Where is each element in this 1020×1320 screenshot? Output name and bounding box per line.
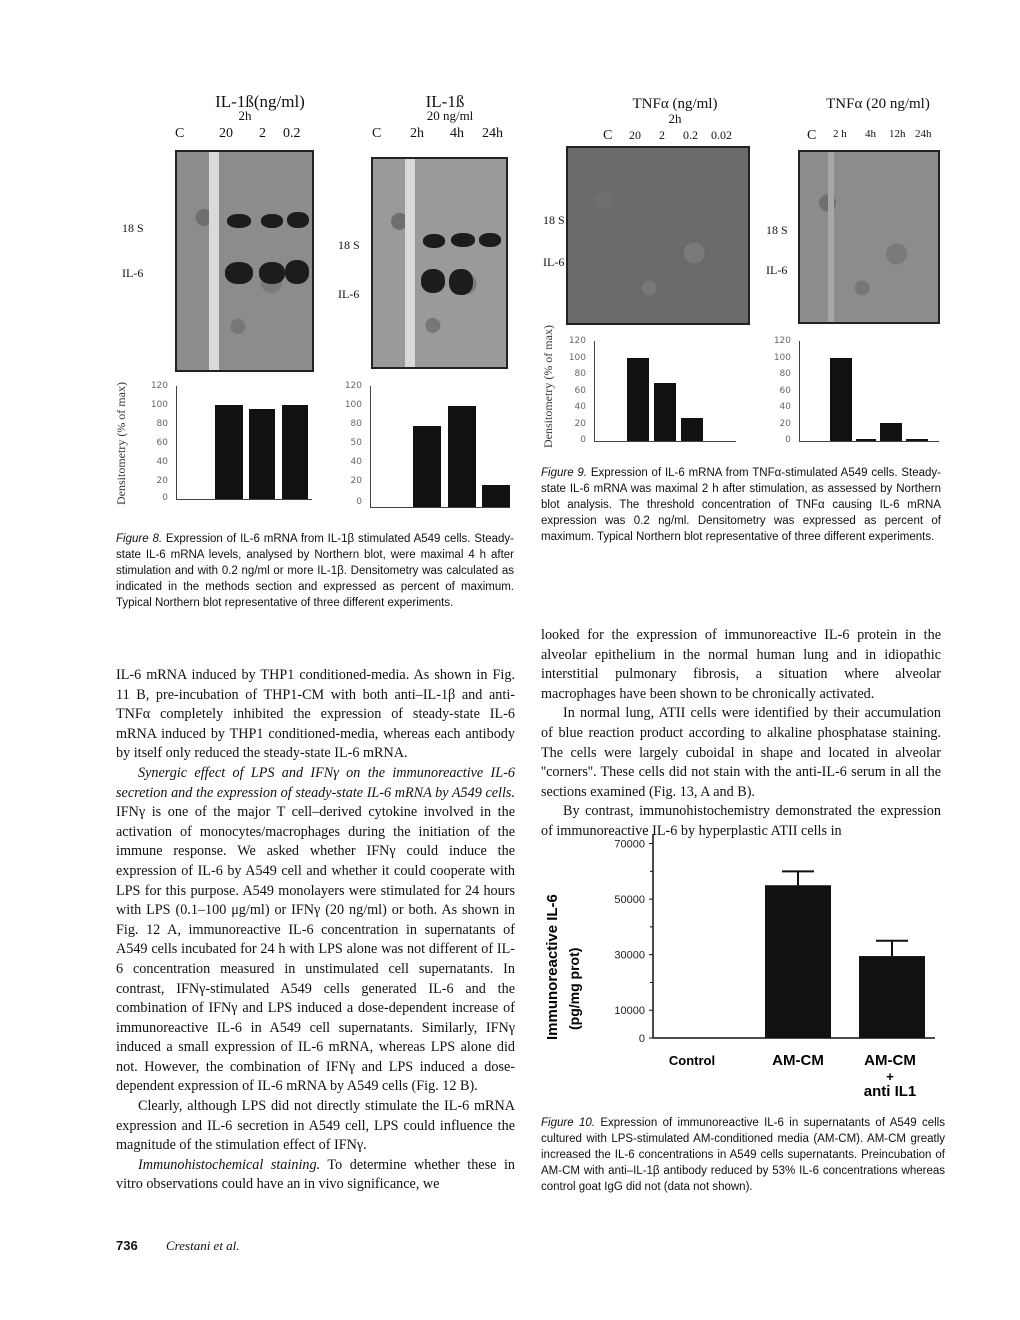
fig9-blot-1 bbox=[566, 146, 750, 325]
fig8-panel2-title: IL-1ß bbox=[425, 92, 465, 111]
y-tick: 20 bbox=[350, 476, 362, 486]
y-tick: 20 bbox=[574, 419, 586, 429]
y-tick: 120 bbox=[344, 381, 362, 391]
y-tick: 80 bbox=[350, 419, 362, 429]
footer-authors: Crestani et al. bbox=[166, 1238, 240, 1253]
fig8-ylabel: Densitometry (% of max) bbox=[114, 382, 128, 505]
band-18s bbox=[227, 214, 251, 228]
y-tick: 80 bbox=[156, 419, 168, 429]
fig8-caption bbox=[116, 531, 514, 611]
lane-label: C bbox=[372, 126, 382, 141]
section-heading: Synergic effect of LPS and IFNγ on the immunoreactive IL-6 secretion and the expression of steady-state IL-6 mRNA by A549 cells. bbox=[116, 764, 515, 801]
fig10-yticks bbox=[614, 839, 653, 1045]
fig9-row-18s: 18 S bbox=[766, 223, 788, 237]
fig8-panel2-lanes bbox=[372, 126, 512, 144]
left-column bbox=[116, 666, 515, 1195]
fig8-row-18s: 18 S bbox=[122, 221, 144, 235]
section-heading: Immunohistochemical staining. bbox=[138, 1156, 321, 1173]
caption-lead: Figure 9. bbox=[541, 467, 588, 479]
y-tick-label: 50000 bbox=[614, 894, 645, 907]
band-18s bbox=[261, 214, 283, 228]
band-18s bbox=[423, 234, 445, 248]
fig9-ylabel: Densitometry (% of max) bbox=[541, 325, 555, 448]
fig9-panel1-sub: 2h bbox=[668, 111, 682, 126]
band-il6 bbox=[225, 262, 253, 284]
y-tick-label: 10000 bbox=[614, 1005, 645, 1018]
band-il6 bbox=[259, 262, 285, 284]
y-axis bbox=[594, 341, 595, 441]
fig9-panel2-title: TNFα (20 ng/ml) bbox=[826, 96, 930, 112]
fig9-row-il6: IL-6 bbox=[543, 255, 565, 269]
bar-0.2 bbox=[681, 418, 703, 441]
lane-label: 0.2 bbox=[283, 126, 301, 141]
category-label: AM-CM bbox=[864, 1052, 916, 1069]
lane-label: 20 bbox=[629, 128, 641, 142]
bar-2 bbox=[249, 409, 275, 499]
fig9-row-18s: 18 S bbox=[543, 213, 565, 227]
y-tick-label: 0 bbox=[638, 1033, 645, 1045]
y-tick: 60 bbox=[779, 386, 791, 396]
bar-20 bbox=[215, 405, 243, 499]
fig8-panel1-lanes bbox=[175, 126, 315, 144]
band-18s bbox=[287, 212, 309, 228]
caption-text: Expression of immunoreactive IL-6 in supernatants of A549 cells cultured with LPS-stimulated AM-conditioned media (AM-CM). AM-CM greatly increased the IL-6 concentrations in A549 cells supernatants. Preincubation of AM-CM with anti–IL-1β antibody reduced by 53% IL-6 concentrations whereas control goat IgG did not (data not shown). bbox=[541, 1117, 945, 1193]
fig10-categories bbox=[669, 1052, 916, 1069]
y-tick: 40 bbox=[156, 457, 168, 467]
lane-label: 2 bbox=[659, 128, 665, 142]
band-il6 bbox=[421, 269, 445, 293]
paragraph: By contrast, immunohistochemistry demonstrated the expression of immunoreactive IL-6 by hyperplastic ATII cells in bbox=[541, 803, 941, 839]
paragraph: In normal lung, ATII cells were identified by their accumulation of blue reaction product according to alkaline phosphatase staining. The cells were largely cuboidal in shape and located in alveolar ''corners''. These cells did not stain with the anti-IL-6 serum in all the sections examined (Fig. 13, A and B). bbox=[541, 705, 941, 800]
x-axis bbox=[594, 441, 736, 442]
lane-label: C bbox=[807, 128, 817, 143]
fig10-ylabel-line1: Immunoreactive IL-6 bbox=[544, 894, 561, 1040]
y-tick: 0 bbox=[785, 435, 791, 445]
y-tick-label: 30000 bbox=[614, 949, 645, 962]
band-il6 bbox=[449, 269, 473, 295]
fig8-panel1-title: IL-1ß(ng/ml) bbox=[215, 92, 305, 111]
fig9-panel1-title: TNFα (ng/ml) bbox=[632, 96, 718, 112]
y-axis bbox=[176, 386, 177, 499]
y-tick: 40 bbox=[350, 457, 362, 467]
lane-label: 12h bbox=[889, 128, 906, 140]
bar-20 bbox=[627, 358, 649, 441]
bar-3 bbox=[859, 956, 925, 1038]
fig9-panel1-lanes bbox=[603, 128, 753, 144]
y-tick: 0 bbox=[162, 493, 168, 503]
y-tick: 120 bbox=[568, 336, 586, 346]
right-column bbox=[541, 626, 941, 842]
bar-2h bbox=[830, 358, 852, 441]
y-axis bbox=[799, 341, 800, 441]
bar-12h bbox=[880, 423, 902, 441]
band-18s bbox=[451, 233, 475, 247]
fig10-ylabel bbox=[544, 894, 582, 1040]
y-tick: 100 bbox=[344, 400, 362, 410]
fig8-row-il6: IL-6 bbox=[122, 266, 144, 280]
lane-gap bbox=[209, 152, 219, 370]
band-il6 bbox=[285, 260, 309, 284]
bar-2 bbox=[654, 383, 676, 441]
lane-label: 4h bbox=[450, 126, 464, 141]
y-tick: 100 bbox=[150, 400, 168, 410]
fig9-blot-2 bbox=[798, 150, 940, 324]
paragraph bbox=[116, 764, 515, 1097]
fig10-caption bbox=[541, 1115, 945, 1195]
fig8-row-il6: IL-6 bbox=[338, 287, 360, 301]
y-tick: 120 bbox=[150, 381, 168, 391]
lane-label: 24h bbox=[482, 126, 503, 141]
lane-label: 2h bbox=[410, 126, 424, 141]
fig9-panel2-lanes bbox=[807, 128, 947, 144]
fig10-cat3-plus: + bbox=[886, 1069, 894, 1084]
lane-label: 20 bbox=[219, 126, 233, 141]
y-tick: 20 bbox=[779, 419, 791, 429]
y-tick: 40 bbox=[574, 402, 586, 412]
caption-text: Expression of IL-6 mRNA from TNFα-stimulated A549 cells. Steady-state IL-6 mRNA was maximal 2 h after stimulation, as assessed by Northern blot analysis. The threshold concentration of TNFα causing IL-6 mRNA expression was 0.2 ng/ml. Densitometry was expressed as percent of maximum. Typical Northern blot representative of three different experiments. bbox=[541, 467, 941, 543]
caption-text: Expression of IL-6 mRNA from IL-1β stimulated A549 cells. Steady-state IL-6 mRNA levels, analysed by Northern blot, were maximal 4 h after stimulation and with 0.2 ng/ml or more IL-1β. Densitometry was calculated as indicated in the methods section and expressed as percent of maximum. Typical Northern blot representative of three different experiments. bbox=[116, 533, 514, 609]
bar-0.2 bbox=[282, 405, 308, 499]
fig9-caption bbox=[541, 465, 941, 545]
fig10-bars bbox=[765, 871, 925, 1038]
y-tick: 120 bbox=[773, 336, 791, 346]
page-number: 736 bbox=[116, 1238, 138, 1253]
band-18s bbox=[479, 233, 501, 247]
caption-lead: Figure 8. bbox=[116, 533, 163, 545]
y-tick: 20 bbox=[156, 476, 168, 486]
fig8-panel2-sub: 20 ng/ml bbox=[426, 108, 474, 123]
lane-label: 0.02 bbox=[711, 128, 732, 142]
y-tick-label: 70000 bbox=[614, 838, 645, 851]
y-tick: 100 bbox=[773, 353, 791, 363]
y-tick: 60 bbox=[156, 438, 168, 448]
category-label: AM-CM bbox=[772, 1052, 824, 1069]
y-tick: 0 bbox=[580, 435, 586, 445]
lane-label: C bbox=[603, 128, 613, 143]
paragraph bbox=[116, 1156, 515, 1195]
y-tick: 80 bbox=[779, 369, 791, 379]
fig10-cat3-line3: anti IL1 bbox=[863, 1083, 917, 1100]
fig8-row-18s: 18 S bbox=[338, 238, 360, 252]
y-tick: 50 bbox=[350, 438, 362, 448]
bar-24h bbox=[906, 439, 928, 441]
lane-label: 2 bbox=[259, 126, 266, 141]
lane-label: C bbox=[175, 126, 185, 141]
category-label: Control bbox=[668, 1053, 716, 1068]
caption-lead: Figure 10. bbox=[541, 1117, 595, 1129]
paragraph: IL-6 mRNA induced by THP1 conditioned-media. As shown in Fig. 11 B, pre-incubation of THP1-CM with both anti–IL-1β and anti-TNFα completely inhibited the expression of steady-state IL-6 mRNA induced by THP1 conditioned-media, whereas each antibody by itself only reduced the steady-state IL-6 mRNA. bbox=[116, 667, 515, 762]
lane-gap bbox=[405, 159, 415, 367]
bar-2 bbox=[765, 885, 831, 1038]
paragraph-text: To determine whether these in vitro observations could have an in vivo significance, we bbox=[116, 1156, 515, 1193]
fig8-blot-2 bbox=[371, 157, 508, 369]
fig8-panel1-sub: 2h bbox=[238, 108, 252, 123]
y-tick: 80 bbox=[574, 369, 586, 379]
fig8-blot-1 bbox=[175, 150, 314, 372]
lane-label: 2 h bbox=[833, 128, 847, 140]
x-axis bbox=[799, 441, 939, 442]
x-axis bbox=[370, 507, 510, 508]
paragraph-text: IFNγ is one of the major T cell–derived cytokine involved in the activation of monocytes/macrophages during the initiation of the immune response. We asked whether IFNγ could induce the expression of IL-6 by A549 cell and whether it could cooperate with LPS for this purpose. A549 monolayers were stimulated for 24 hours with LPS (0.1–100 μg/ml) or IFNγ (20 ng/ml) or both. As shown in Fig. 12 A, immunoreactive IL-6 concentration in supernatants of A549 cells incubated for 24 h with LPS alone was not different of IL-6 concentration measured in unstimulated cell supernatants. In contrast, IFNγ-stimulated A549 cells generated IL-6 and the combination of IFNγ and LPS induced a dose-dependent increase of immunoreactive IL-6 in A549 cell supernatants. Similarly, IFNγ induced a small expression of IL-6 mRNA, whereas LPS alone did not. However, the combination of IFNγ and LPS induced a dose-dependent expression of IL-6 mRNA by A549 cells (Fig. 12 B). bbox=[116, 804, 515, 1095]
fig10-ylabel-line2: (pg/mg prot) bbox=[566, 947, 582, 1030]
lane-label: 4h bbox=[865, 128, 876, 140]
y-tick: 60 bbox=[574, 386, 586, 396]
bar-2h bbox=[413, 426, 441, 507]
lane-gap bbox=[828, 152, 834, 322]
paragraph: Clearly, although LPS did not directly stimulate the IL-6 mRNA expression and IL-6 secretion in A549 cell, LPS could influence the magnitude of the stimulation effect of IFNγ. bbox=[116, 1098, 515, 1154]
bar-4h bbox=[856, 439, 876, 442]
lane-label: 0.2 bbox=[683, 128, 698, 142]
y-axis bbox=[370, 386, 371, 507]
fig10-chart bbox=[535, 830, 955, 1105]
y-tick: 100 bbox=[568, 353, 586, 363]
bar-24h bbox=[482, 485, 510, 507]
y-tick: 40 bbox=[779, 402, 791, 412]
bar-4h bbox=[448, 406, 476, 507]
fig9-row-il6: IL-6 bbox=[766, 263, 788, 277]
y-tick: 0 bbox=[356, 497, 362, 507]
lane-label: 24h bbox=[915, 128, 932, 140]
paragraph: looked for the expression of immunoreactive IL-6 protein in the alveolar epithelium in the normal human lung and in idiopathic interstitial pulmonary fibrosis, a situation where alveolar macrophages have been shown to be chronically activated. bbox=[541, 627, 941, 702]
x-axis bbox=[176, 499, 312, 500]
